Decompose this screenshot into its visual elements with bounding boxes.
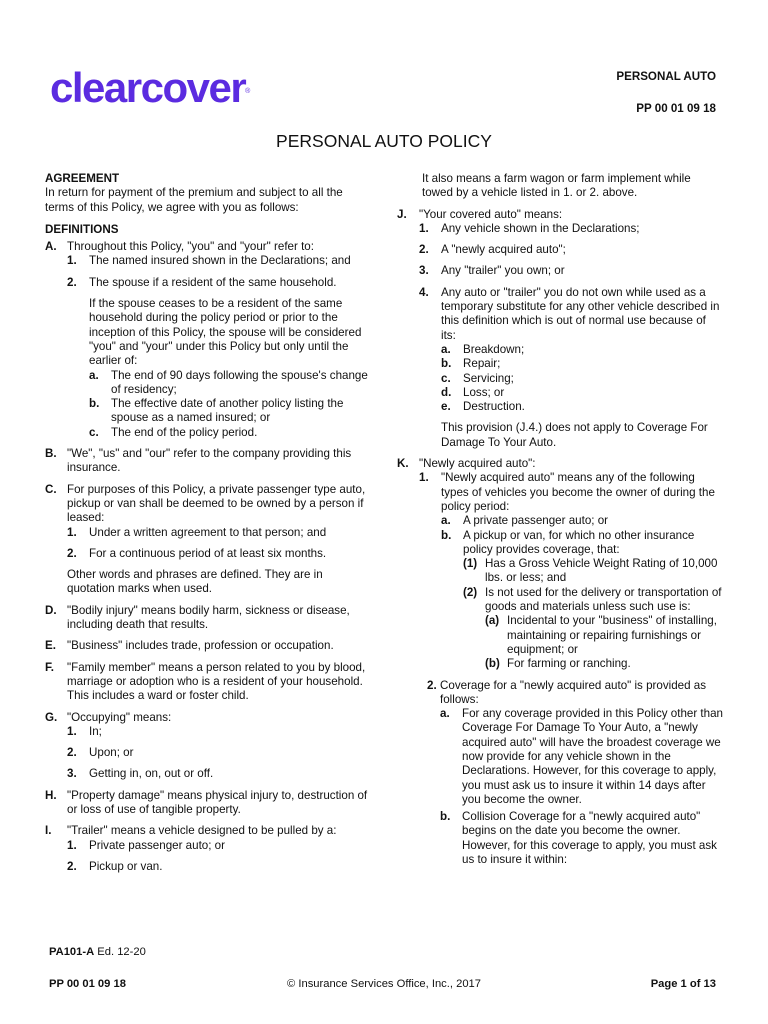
definition-j-sub-c: c. Servicing; [441,371,514,385]
header-form-type: PERSONAL AUTO [616,70,716,83]
definition-k-sub-b-1: (1) Has a Gross Vehicle Weight Rating of 10,000 lbs. or less; and [463,557,718,585]
definition-j-item-3: 3. Any "trailer" you own; or [419,264,565,278]
footer-copyright: © Insurance Services Office, Inc., 2017 [287,978,481,990]
definition-a-item-1: 1. The named insured shown in the Declarations; and [67,254,351,268]
footer-page-number: Page 1 of 13 [650,978,716,990]
definition-k-sub-a: a. A private passenger auto; or [441,514,609,528]
definition-k-item-1: 1. "Newly acquired auto" means any of the following types of vehicles you become the owner of during the policy period: a. A private passenger auto; or b. A pickup or van, for which no other insurance policy provides coverage, that: (1) Has a Gross Vehicle Weight Rating of 10,000 lbs. or less; and (2) Is not used for the delivery or transportation of goods and materials unless such use is: (a) Incidental to your "business" of installing, maintaining or repairing furnishings or equipment; or (b) For farming or ranching. [419,471,722,671]
definition-g-item-2: 2. Upon; or [67,746,134,760]
definition-j-sub-d: d. Loss; or [441,385,505,399]
footer-form-code: PP 00 01 09 18 [49,978,126,990]
page-title: PERSONAL AUTO POLICY [276,131,492,151]
definitions-heading: DEFINITIONS [45,222,119,236]
footer-form-id: PA101-A Ed. 12-20 [49,946,146,958]
definition-j-sub-e: e. Destruction. [441,400,525,414]
agreement-heading: AGREEMENT [45,172,120,185]
definition-i-item-2: 2. Pickup or van. [67,859,163,873]
definition-j-item-4: 4. Any auto or "trailer" you do not own while used as a temporary substitute for any other vehicle described in this definition which is out of normal use because of its: a. Breakdown; b. Repair; c. Servicing; d. Loss; or e. Destruction. This provision (J.4.) does not apply to Coverage For Damage To Your Auto. [419,286,723,450]
definition-k-item-2-sub-b: b. Collision Coverage for a "newly acquired auto" begins on the date you become the owner. However, for this coverage to apply, you must ask us to insure it within: [440,810,717,867]
trailer-continuation: It also means a farm wagon or farm implement while towed by a vehicle listed in 1. or 2. above. [422,172,691,200]
definition-b: B. "We", "us" and "our" refer to the company providing this insurance. [45,447,352,475]
clearcover-logo: clearcover® [50,64,249,111]
definition-h: H. "Property damage" means physical injury to, destruction of or loss of use of tangible property. [45,788,368,816]
definition-a-spouse-paragraph: If the spouse ceases to be a resident of the same household during the policy period or prior to the inception of this Policy, the spouse will be considered "you" and "your" under this Policy but only until the earlier of: [89,297,362,368]
definition-f: F. "Family member" means a person related to you by blood, marriage or adoption who is a resident of your household. This includes a ward or foster child. [45,660,366,703]
definition-j: J. "Your covered auto" means: 1. Any vehicle shown in the Declarations; 2. A "newly acquired auto"; 3. Any "trailer" you own; or 4. Any auto or "trailer" you do not own while used as a temporary substitute for any other vehicle described in this definition which is out of normal use because of its: a. Breakdown; b. Repair; c. Servicing; d. Loss; or e. Destruction. This provision (J.4.) does not apply to Coverage For Damage To Your Auto. [397,208,723,450]
definition-g-item-3: 3. Getting in, on, out or off. [67,767,214,781]
agreement-text: In return for payment of the premium and subject to all the terms of this Policy, we agree with you as follows: [45,186,343,214]
definition-c-paragraph: Other words and phrases are defined. They are in quotation marks when used. [67,568,323,596]
definition-c: C. For purposes of this Policy, a private passenger type auto, pickup or van shall be deemed to be owned by a person if leased: 1. Under a written agreement to that person; and 2. For a continuous period of at least six months. Other words and phrases are defined. They are in quotation marks when used. [45,483,370,597]
definition-e: E. "Business" includes trade, profession or occupation. [45,639,334,653]
definition-j-provision-note: This provision (J.4.) does not apply to Coverage For Damage To Your Auto. [441,421,708,449]
definition-k-sub-b: b. A pickup or van, for which no other insurance policy provides coverage, that: (1) Has a Gross Vehicle Weight Rating of 10,000 lbs. or less; and (2) Is not used for the delivery or transportation of goods and materials unless such use is: (a) Incidental to your "business" of installing, maintaining or repairing furnishings or equipment; or (b) For farming or ranching. [441,528,722,671]
registered-mark: ® [245,88,249,95]
definition-c-item-2: 2. For a continuous period of at least six months. [67,546,327,560]
definition-j-sub-a: a. Breakdown; [441,342,525,356]
definition-a: A. Throughout this Policy, "you" and "your" refer to: 1. The named insured shown in the Declarations; and 2. The spouse if a resident of the same household. If the spouse ceases to be a resident of the same household during the policy period or prior to the inception of this Policy, the spouse will be considered "you" and "your" under this Policy but only until the earlier of: a. The end of 90 days following the spouse's change of residency; b. The effective date of another policy listing the spouse as a named insured; or c. The end of the policy period. [45,240,370,440]
definition-i-item-1: 1. Private passenger auto; or [67,838,225,852]
definition-g: G. "Occupying" means: 1. In; 2. Upon; or 3. Getting in, on, out or off. [45,711,370,782]
definition-k-item-2-sub-a: a. For any coverage provided in this Policy other than Coverage For Damage To Your Auto, a "newly acquired auto" will have the broadest coverage we now provide for any vehicle shown in the Declarations. However, for this coverage to apply, you must ask us to insure it within 14 days after you become the owner. [440,707,724,806]
definition-k-item-2: 2. Coverage for a "newly acquired auto" is provided as follows: a. For any coverage provided in this Policy other than Coverage For Damage To Your Auto, a "newly acquired auto" will have the broadest coverage we now provide for any vehicle shown in the Declarations. However, for this coverage to apply, you must ask us to insure it within 14 days after you become the owner. b. Collision Coverage for a "newly acquired auto" begins on the date you become the owner. However, for this coverage to apply, you must ask us to insure it within: [427,678,724,867]
right-column [397,172,723,867]
left-column [45,172,370,874]
header-form-code: PP 00 01 09 18 [636,102,716,115]
definition-j-item-2: 2. A "newly acquired auto"; [419,243,566,257]
definition-a-item-2: 2. The spouse if a resident of the same household. [67,275,337,289]
definition-j-sub-b: b. Repair; [441,357,501,371]
definition-j-item-1: 1. Any vehicle shown in the Declarations; [419,221,640,235]
definition-a-sub-c: c. The end of the policy period. [89,425,258,439]
definition-g-item-1: 1. In; [67,724,102,738]
definition-k-sub-b-2-b: (b) For farming or ranching. [485,657,631,671]
definition-k-sub-b-2-a: (a) Incidental to your "business" of installing, maintaining or repairing furnishings or equipment; or [485,614,717,656]
definition-k: K. "Newly acquired auto": 1. "Newly acquired auto" means any of the following types of vehicles you become the owner of during the policy period: a. A private passenger auto; or b. A pickup or van, for which no other insurance policy provides coverage, that: (1) Has a Gross Vehicle Weight Rating of 10,000 lbs. or less; and (2) Is not used for the delivery or transportation of goods and materials unless such use is: (a) Incidental to your "business" of installing, maintaining or repairing furnishings or equipment; or (b) For farming or ranching. [397,457,722,671]
definition-k-sub-b-2: (2) Is not used for the delivery or transportation of goods and materials unless such use is: (a) Incidental to your "business" of installing, maintaining or repairing furnishings or equipment; or (b) For farming or ranching. [463,585,722,671]
definition-a-sub-b: b. The effective date of another policy listing the spouse as a named insured; or [89,397,344,425]
definition-i: I. "Trailer" means a vehicle designed to be pulled by a: 1. Private passenger auto; or 2. Pickup or van. [45,824,370,874]
definition-a-sub-a: a. The end of 90 days following the spouse's change of residency; [89,368,368,396]
definition-c-item-1: 1. Under a written agreement to that person; and [67,525,327,539]
definition-d: D. "Bodily injury" means bodily harm, sickness or disease, including death that results. [45,603,350,632]
